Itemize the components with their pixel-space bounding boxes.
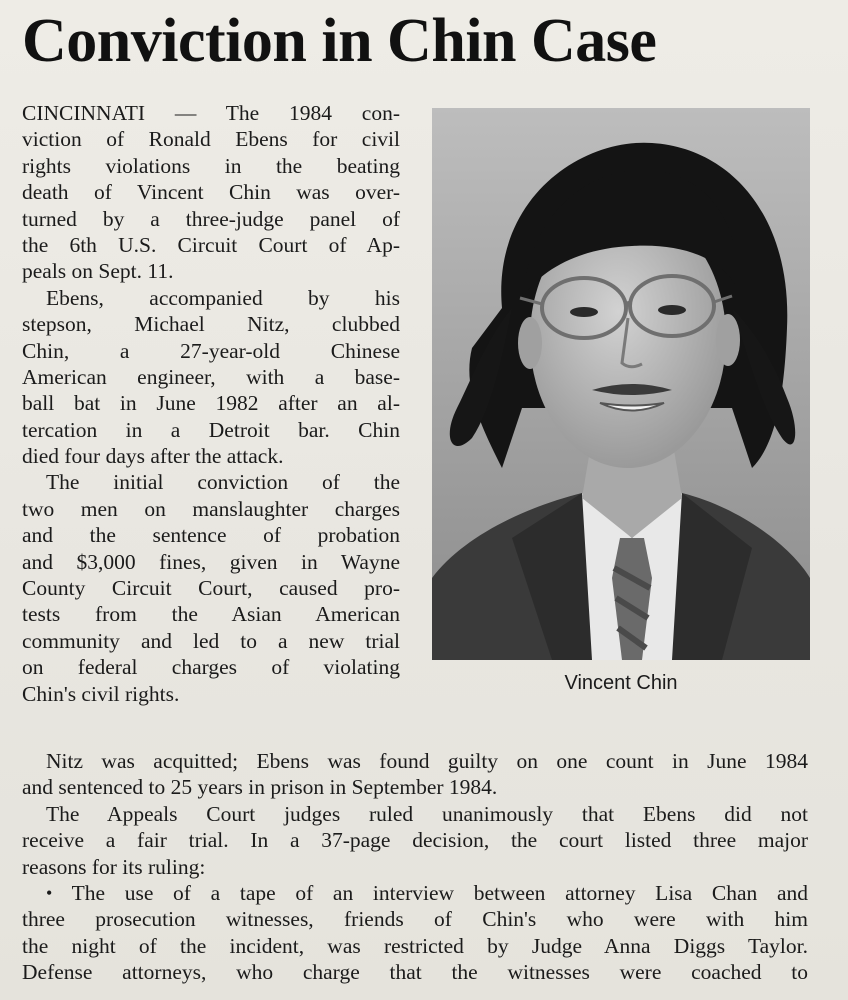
article-line: three prosecution witnesses, friends of Chin's who were with him <box>22 907 808 932</box>
article-line: tests from the Asian American <box>22 602 400 627</box>
article-line: and sentenced to 25 years in prison in September 1984. <box>22 775 498 800</box>
article-continuation <box>22 748 808 986</box>
article-line: reasons for its ruling: <box>22 854 206 879</box>
article-line: County Circuit Court, caused pro- <box>22 576 400 601</box>
article-line: the night of the incident, was restricted by Judge Anna Diggs Taylor. <box>22 933 808 958</box>
article-line: on federal charges of violating <box>22 655 400 680</box>
article-line: Chin's civil rights. <box>22 681 180 706</box>
article-column <box>22 100 400 707</box>
headline: Conviction in Chin Case <box>22 7 657 75</box>
article-line: Ebens, accompanied by his <box>46 285 400 310</box>
portrait-photo <box>432 108 810 660</box>
article-line: the 6th U.S. Circuit Court of Ap- <box>22 232 400 257</box>
portrait-image <box>432 108 810 660</box>
article-line: rights violations in the beating <box>22 153 400 178</box>
article-line: two men on manslaughter charges <box>22 496 400 521</box>
article-line: turned by a three-judge panel of <box>22 206 400 231</box>
article-line: ball bat in June 1982 after an al- <box>22 391 400 416</box>
article-line: receive a fair trial. In a 37-page decision, the court listed three major <box>22 828 808 853</box>
article-line: death of Vincent Chin was over- <box>22 180 400 205</box>
article-line: CINCINNATI — The 1984 con- <box>22 101 400 125</box>
article-line: tercation in a Detroit bar. Chin <box>22 417 400 442</box>
article-line: The initial conviction of the <box>46 470 400 495</box>
article-line: stepson, Michael Nitz, clubbed <box>22 312 400 337</box>
article-line: Defense attorneys, who charge that the witnesses were coached to <box>22 960 808 985</box>
article-line: and $3,000 fines, given in Wayne <box>22 549 400 574</box>
article-line: and the sentence of probation <box>22 523 400 548</box>
article-line: Chin, a 27-year-old Chinese <box>22 338 400 363</box>
article-line: community and led to a new trial <box>22 628 400 653</box>
article-line: American engineer, with a base- <box>22 364 400 389</box>
article-line: The Appeals Court judges ruled unanimously that Ebens did not <box>46 801 808 826</box>
article-line: peals on Sept. 11. <box>22 259 174 284</box>
article-line: Nitz was acquitted; Ebens was found guilty on one count in June 1984 <box>46 749 808 773</box>
photo-caption: Vincent Chin <box>564 672 678 694</box>
article-line: died four days after the attack. <box>22 444 284 469</box>
bullet-icon: • <box>46 882 53 903</box>
article-line: viction of Ronald Ebens for civil <box>22 127 400 152</box>
bullet-item-line <box>22 880 808 906</box>
bullet-text: The use of a tape of an interview between attorney Lisa Chan and <box>71 880 808 905</box>
